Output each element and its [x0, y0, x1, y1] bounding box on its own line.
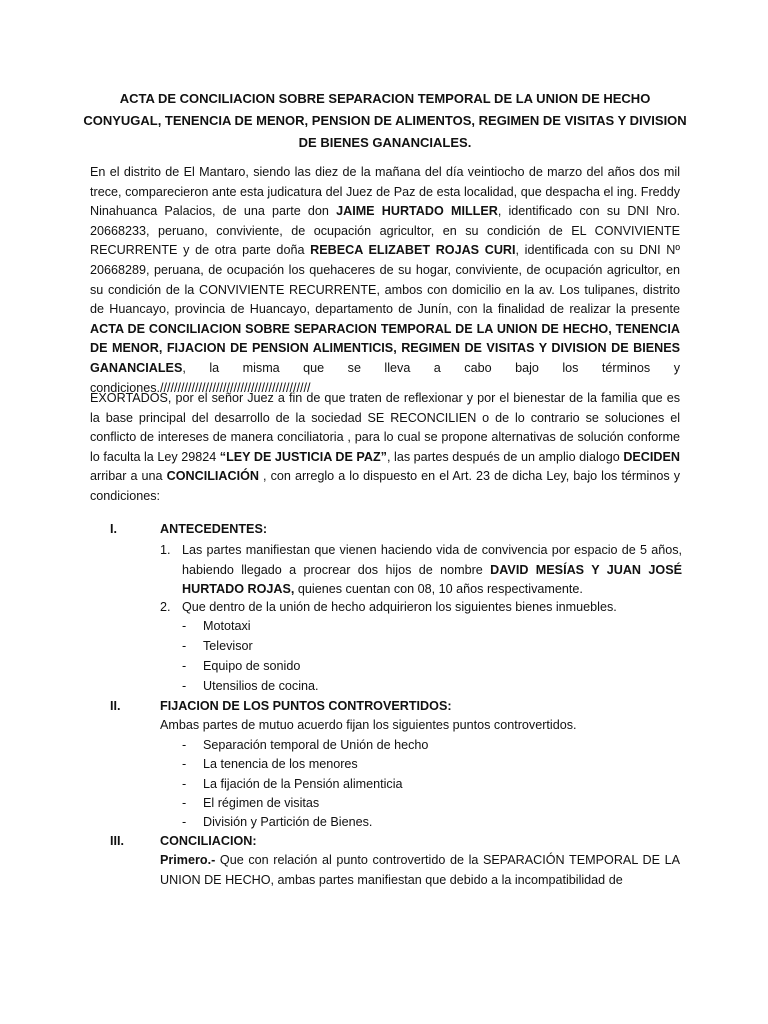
text-span: EXORTADOS, por el señor Juez a fin de que traten de reflexionar y por el bienestar de la familia que es la base principal del desarrollo de la sociedad SE RECONCILIEN o de lo contrario se soluciones el conflicto de intereses de manera conciliatoria , para lo cual se propone alternativas de solución conforme lo faculta la Ley 29824	[90, 391, 680, 464]
law-name: “LEY DE JUSTICIA DE PAZ”	[219, 449, 387, 464]
text-span: Las partes manifiestan que vienen haciendo vida de convivencia por espacio de 5 años, habiendo llegado a procrear dos hijos de nombre	[182, 543, 682, 577]
text-span: quienes cuentan con 08, 10 años respectivamente.	[294, 582, 583, 597]
clause-label: Primero.-	[160, 853, 216, 867]
section-number: III.	[110, 834, 124, 848]
bullet-dash: -	[182, 679, 187, 693]
section-heading: CONCILIACION:	[160, 834, 257, 848]
text-span: , las partes después de un amplio dialogo	[386, 449, 624, 464]
bullet-dash: -	[182, 659, 187, 673]
children-names: DAVID MESÍAS Y JUAN JOSÉ HURTADO ROJAS,	[182, 562, 682, 597]
property-item: Televisor	[203, 639, 253, 653]
conciliation-word: CONCILIACIÓN	[166, 469, 259, 484]
bullet-dash: -	[182, 777, 187, 791]
bullet-dash: -	[182, 619, 187, 633]
disputed-point: División y Partición de Bienes.	[203, 815, 373, 829]
section-heading: ANTECEDENTES:	[160, 522, 268, 536]
section-heading: FIJACION DE LOS PUNTOS CONTROVERTIDOS:	[160, 699, 452, 713]
text-span: , identificado con su DNI Nro. 20668233, peruano, conviviente, de ocupación agricultor, en su condición de EL CONVIVIENTE RECURRENTE y de otra parte doña	[90, 204, 680, 258]
text-span: arribar a una	[90, 469, 167, 484]
document-title: ACTA DE CONCILIACION SOBRE SEPARACION TEMPORAL DE LA UNION DE HECHO CONYUGAL, TENENCIA DE MENOR, PENSION DE ALIMENTOS, REGIMEN DE VISITAS Y DIVISION DE BIENES GANANCIALES.	[83, 91, 687, 150]
section-intro: Ambas partes de mutuo acuerdo fijan los siguientes puntos controvertidos.	[160, 718, 577, 732]
disputed-point: Separación temporal de Unión de hecho	[203, 738, 429, 752]
disputed-point: La fijación de la Pensión alimenticia	[203, 777, 403, 791]
bullet-dash: -	[182, 815, 187, 829]
property-item: Utensilios de cocina.	[203, 679, 319, 693]
act-subject: ACTA DE CONCILIACION SOBRE SEPARACION TEMPORAL DE LA UNION DE HECHO, TENENCIA DE MENOR, FIJACION DE PENSION ALIMENTICIS, REGIMEN DE VISITAS Y DIVISION DE BIENES GANANCIALES	[90, 321, 680, 375]
decision-word: DECIDEN	[623, 449, 680, 464]
text-span: , con arreglo a lo dispuesto en el Art. 23 de dicha Ley, bajo los términos y condiciones:	[90, 469, 680, 503]
bullet-dash: -	[182, 757, 187, 771]
property-item: Mototaxi	[203, 619, 251, 633]
party-name-2: REBECA ELIZABET ROJAS CURI	[310, 243, 516, 258]
text-span: Que con relación al punto controvertido de la SEPARACIÓN TEMPORAL DE LA UNION DE HECHO, ambas partes manifiestan que debido a la incompatibilidad de	[160, 853, 680, 887]
disputed-point: La tenencia de los menores	[203, 757, 358, 771]
item-number: 1.	[160, 543, 171, 557]
section-number: I.	[110, 522, 117, 536]
conciliation-paragraph	[160, 851, 680, 890]
property-item: Equipo de sonido	[203, 659, 301, 673]
bullet-dash: -	[182, 796, 187, 810]
bullet-dash: -	[182, 738, 187, 752]
list-item	[182, 541, 682, 600]
item-number: 2.	[160, 600, 171, 614]
party-name-1: JAIME HURTADO MILLER	[336, 204, 498, 219]
section-number: II.	[110, 699, 121, 713]
text-span: , la misma que se lleva a cabo bajo los términos y condiciones.///////////////////////////////////////////	[90, 360, 680, 395]
disputed-point: El régimen de visitas	[203, 796, 320, 810]
opening-paragraph	[90, 163, 680, 398]
text-span: En el distrito de El Mantaro, siendo las diez de la mañana del día veintiocho de marzo del años dos mil trece, comparecieron ante esta judicatura del Juez de Paz de esta localidad, que despacha el ing. Freddy Ninahuanca Palacios, de una parte don	[90, 165, 680, 219]
exhortation-paragraph	[90, 389, 680, 507]
list-item: Que dentro de la unión de hecho adquirieron los siguientes bienes inmuebles.	[182, 600, 617, 614]
text-span: , identificada con su DNI Nº 20668289, peruana, de ocupación los quehaceres de su hogar, conviviente, de ocupación agricultor, en su condición de la CONVIVIENTE RECURRENTE, ambos con domicilio en la av. Los tulipanes, distrito de Huancayo, provincia de Huancayo, departamento de Junín, con la finalidad de realizar la presente	[90, 243, 680, 317]
bullet-dash: -	[182, 639, 187, 653]
